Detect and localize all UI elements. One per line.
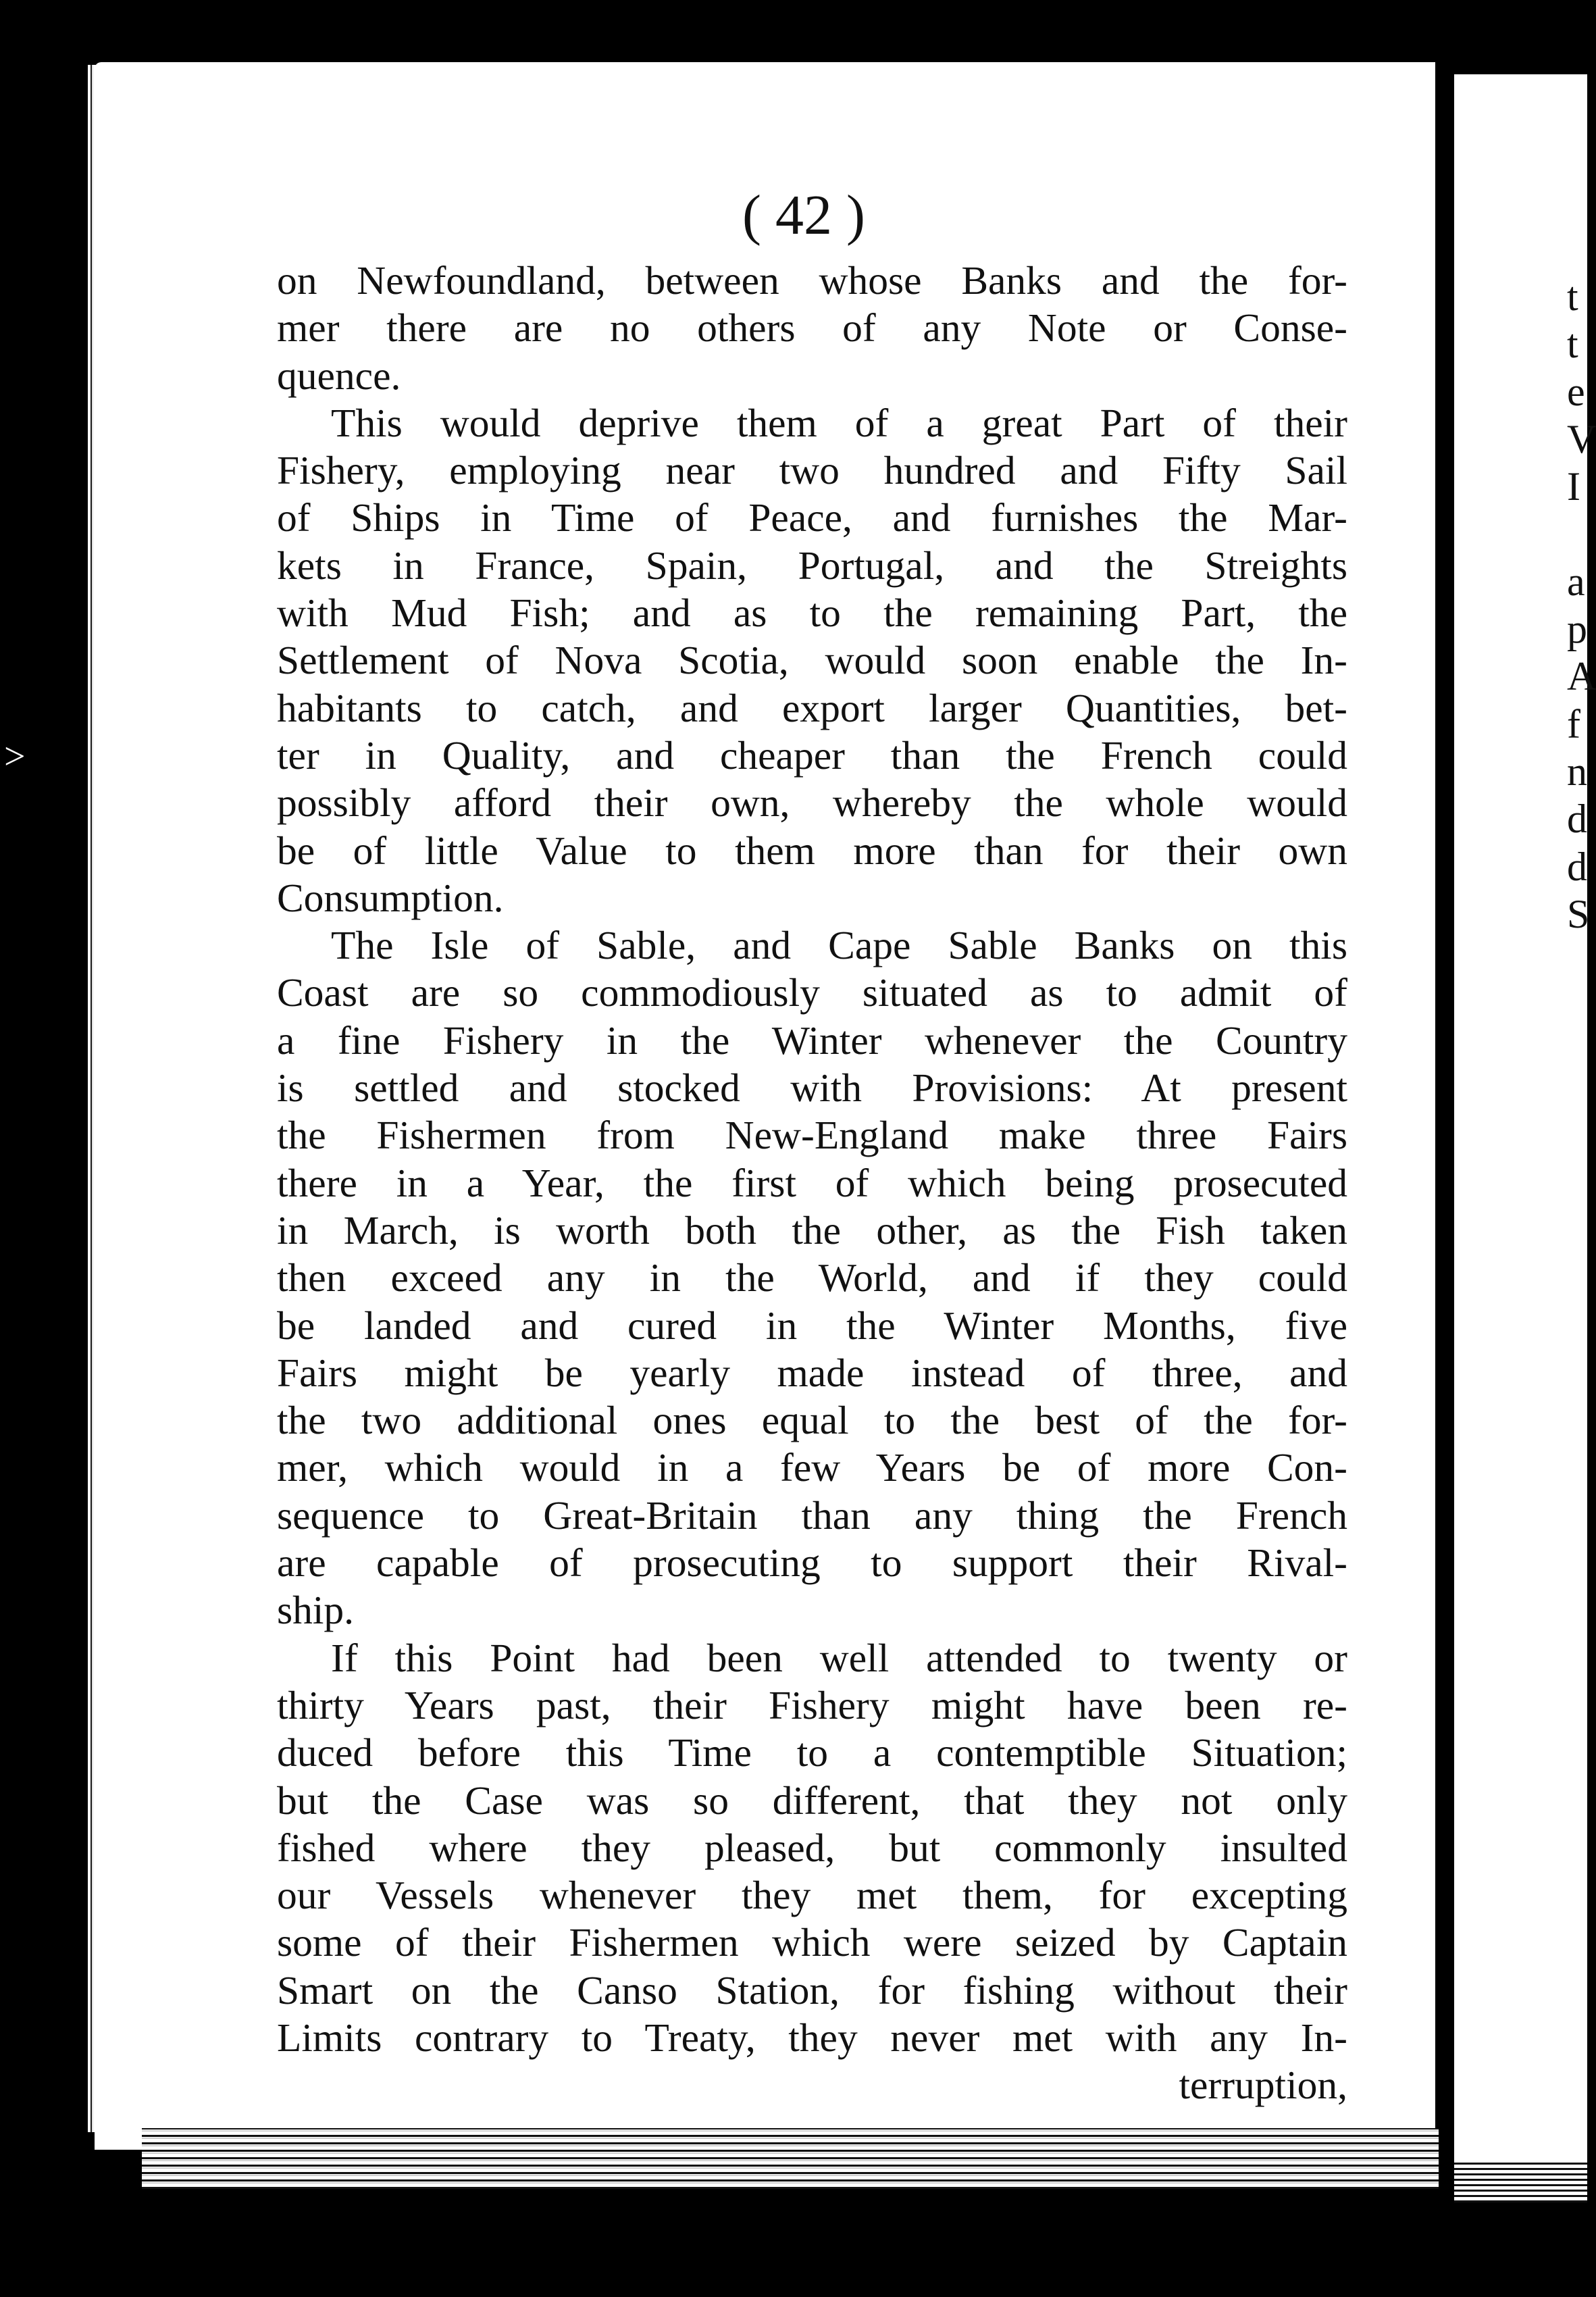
- right-page-fragment: a: [1567, 559, 1585, 604]
- right-page-fragment: S: [1567, 891, 1590, 936]
- text-line: the two additional ones equal to the best of the for-: [277, 1398, 1347, 1443]
- body-text: [277, 257, 1347, 2109]
- text-line: but the Case was so different, that they not only: [277, 1777, 1347, 1823]
- page-number: ( 42 ): [742, 184, 865, 247]
- right-page-fragment: V: [1567, 416, 1596, 461]
- text-line: the Fishermen from New-England make three Fairs: [277, 1113, 1347, 1158]
- text-line: with Mud Fish; and as to the remaining Part, the: [277, 590, 1347, 636]
- text-line: there in a Year, the first of which being prosecuted: [277, 1160, 1347, 1205]
- text-line: terruption,: [1179, 2063, 1347, 2108]
- text-line: Smart on the Canso Station, for fishing without their: [277, 1967, 1347, 2013]
- right-page-fragment: d: [1567, 844, 1587, 889]
- text-line: mer, which would in a few Years be of more Con-: [277, 1445, 1347, 1490]
- right-page-fragments: [1567, 273, 1594, 938]
- text-line: in March, is worth both the other, as the Fish taken: [277, 1207, 1347, 1253]
- text-line: a fine Fishery in the Winter whenever the Country: [277, 1017, 1347, 1063]
- text-line: habitants to catch, and export larger Quantities, bet-: [277, 685, 1347, 730]
- book-gutter: [1435, 54, 1454, 2229]
- text-line: Limits contrary to Treaty, they never met with any In-: [277, 2015, 1347, 2060]
- right-page-fragment: f: [1567, 701, 1580, 747]
- right-page-fragment: [1567, 510, 1594, 557]
- text-line: Coast are so commodiously situated as to admit of: [277, 970, 1347, 1015]
- right-page-fragment: t: [1567, 274, 1578, 319]
- left-margin-mark: >: [4, 736, 26, 778]
- text-line: quence.: [277, 353, 401, 398]
- text-line: sequence to Great-Britain than any thing the French: [277, 1492, 1347, 1538]
- text-line: ter in Quality, and cheaper than the French could: [277, 732, 1347, 778]
- right-page-fragment: A: [1567, 654, 1596, 699]
- right-page-fragment: d: [1567, 797, 1587, 842]
- text-line: possibly afford their own, whereby the whole would: [277, 780, 1347, 826]
- text-line: is settled and stocked with Provisions: At present: [277, 1065, 1347, 1111]
- text-line: of Ships in Time of Peace, and furnishes the Mar-: [277, 495, 1347, 540]
- text-line: some of their Fishermen which were seized by Captain: [277, 1920, 1347, 1965]
- right-page-fragment: n: [1567, 749, 1587, 794]
- text-line: kets in France, Spain, Portugal, and the Streights: [277, 542, 1347, 588]
- right-page-fragment: p: [1567, 607, 1587, 652]
- text-line: This would deprive them of a great Part of their: [331, 400, 1347, 445]
- text-line: on Newfoundland, between whose Banks and the for-: [277, 258, 1347, 303]
- text-line: ship.: [277, 1588, 355, 1633]
- right-page-fragment: e: [1567, 369, 1585, 414]
- text-line: mer there are no others of any Note or Conse-: [277, 305, 1347, 351]
- text-line: duced before this Time to a contemptible Situation;: [277, 1730, 1347, 1775]
- text-line: Fairs might be yearly made instead of three, and: [277, 1350, 1347, 1395]
- right-page-fragment: t: [1567, 322, 1578, 367]
- right-page-stack-bottom: [1454, 2162, 1587, 2202]
- text-line: The Isle of Sable, and Cape Sable Banks on this: [331, 923, 1347, 968]
- text-line: Consumption.: [277, 875, 504, 920]
- text-line: Settlement of Nova Scotia, would soon enable the In-: [277, 638, 1347, 683]
- right-page-fragment: I: [1567, 464, 1580, 509]
- page-stack-bottom: [142, 2128, 1439, 2189]
- text-line: be of little Value to them more than for their own: [277, 828, 1347, 873]
- text-line: our Vessels whenever they met them, for excepting: [277, 1873, 1347, 1918]
- text-line: then exceed any in the World, and if they could: [277, 1255, 1347, 1301]
- text-line: If this Point had been well attended to twenty or: [331, 1635, 1347, 1680]
- text-line: thirty Years past, their Fishery might have been re-: [277, 1682, 1347, 1727]
- text-line: Fishery, employing near two hundred and Fifty Sail: [277, 448, 1347, 493]
- text-line: be landed and cured in the Winter Months, five: [277, 1303, 1347, 1348]
- text-line: fished where they pleased, but commonly insulted: [277, 1825, 1347, 1870]
- text-line: are capable of prosecuting to support their Rival-: [277, 1540, 1347, 1586]
